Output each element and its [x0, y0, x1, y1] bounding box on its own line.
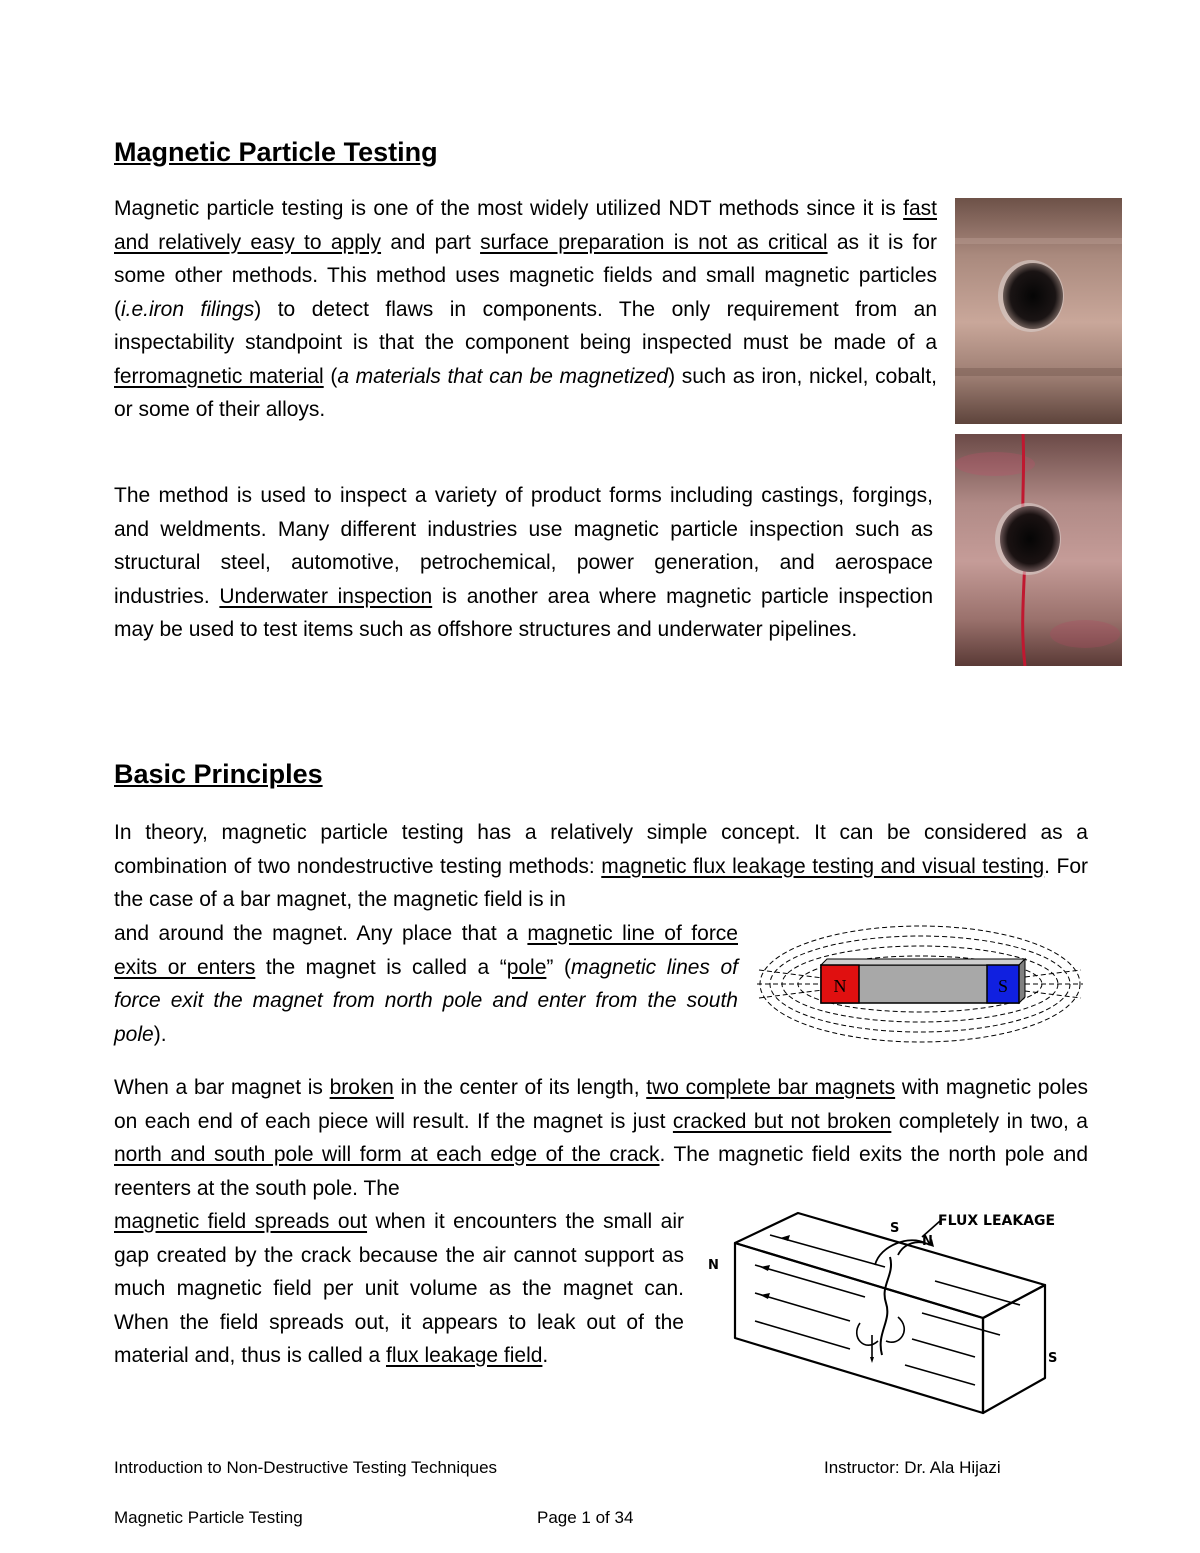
- principles-paragraph-1b: [114, 917, 738, 1051]
- text-run: as it is for some other methods. This method uses magnetic fields and small magnetic particles (: [114, 230, 937, 321]
- underlined-phrase: magnetic flux leakage testing and visual testing: [601, 854, 1045, 878]
- text-run: The method is used to inspect a variety of product forms including castings, forgings, and weldments. Many different industries use magnetic particle inspection such as structural steel, automotive, petrochemical, power generation, and aerospace industries.: [114, 484, 933, 608]
- text-run: . For the case of a bar magnet, the magnetic field is in: [114, 854, 1088, 911]
- principles-text-2: [114, 1071, 1088, 1205]
- text-run: with magnetic poles on each end of each piece will result. If the magnet is just: [114, 1076, 1089, 1133]
- north-pole-label: N: [833, 976, 847, 996]
- text-run: .: [542, 1344, 549, 1367]
- underlined-phrase: two complete bar magnets: [646, 1076, 896, 1099]
- intro-text: [114, 192, 937, 427]
- text-run: In theory, magnetic particle testing has a relatively simple concept. It can be considered as a combination of two nondestructive testing methods:: [114, 821, 1088, 878]
- underlined-phrase: cracked but not broken: [672, 1109, 892, 1133]
- italic-phrase: magnetic lines of force exit the magnet from north pole and enter from the south pole: [114, 955, 739, 1046]
- text-run: ).: [153, 1022, 167, 1046]
- text-run: the magnet is called a “: [255, 955, 507, 979]
- text-run: When a bar magnet is: [114, 1076, 330, 1099]
- bar-magnet-diagram: [755, 922, 1085, 1050]
- flux-leakage-diagram: [700, 1205, 1095, 1417]
- text-run: (: [323, 364, 338, 388]
- text-run: is another area where magnetic particle inspection may be used to test items such as offshore structures and underwater pipelines.: [114, 584, 933, 641]
- footer-course: Introduction to Non-Destructive Testing Techniques: [114, 1458, 498, 1477]
- principles-paragraph-2b: [114, 1205, 684, 1373]
- text-run: in the center of its length,: [393, 1076, 647, 1099]
- italic-phrase: a materials that can be magnetized: [337, 364, 669, 388]
- text-run: Magnetic particle testing is one of the most widely utilized NDT methods since it is: [114, 197, 904, 220]
- underlined-phrase: Underwater inspection: [219, 584, 433, 608]
- section-title-mpt: Magnetic Particle Testing: [114, 137, 438, 167]
- footer-page-number: Page 1 of 34: [537, 1508, 634, 1527]
- principles-paragraph-2: [114, 1071, 1088, 1205]
- footer-instructor: Instructor: Dr. Ala Hijazi: [824, 1458, 1001, 1477]
- flux-n-top-label: N: [922, 1234, 933, 1249]
- text-run: ” (: [546, 955, 571, 979]
- underlined-phrase: north and south pole will form at each edge of the crack: [114, 1143, 660, 1166]
- text-run: ) to detect flaws in components. The only requirement from an inspectability standpoint is that the component being inspected must be made of a: [114, 297, 937, 354]
- flux-leakage-label: FLUX LEAKAGE: [938, 1213, 1056, 1229]
- underlined-phrase: pole: [506, 955, 547, 979]
- principles-text-2b: [114, 1205, 684, 1373]
- text-run: when it encounters the small air gap created by the crack because the air cannot support as much magnetic field per unit volume as the magnet can. When the field spreads out, it appears to leak out of the material and, thus is called a: [114, 1210, 684, 1367]
- text-run: ) such as iron, nickel, cobalt, or some of their alloys.: [114, 364, 938, 421]
- text-run: . The magnetic field exits the north pole and reenters at the south pole. The: [114, 1143, 1089, 1200]
- section-title-basic-principles: Basic Principles: [114, 759, 323, 789]
- photo-part-before: [955, 198, 1122, 424]
- photo-before-image: [955, 198, 1122, 424]
- underlined-phrase: fast and relatively easy to apply: [114, 197, 937, 254]
- applications-text: [114, 479, 933, 647]
- underlined-phrase: surface preparation is not as critical: [480, 230, 828, 254]
- text-run: and around the magnet. Any place that a: [114, 922, 528, 945]
- underlined-phrase: magnetic line of force exits or enters: [114, 922, 738, 979]
- underlined-phrase: ferromagnetic material: [114, 364, 324, 388]
- italic-phrase: i.e.iron filings: [121, 297, 255, 321]
- flux-leakage-figure: [700, 1205, 1095, 1417]
- intro-paragraph: [114, 192, 937, 427]
- photo-indication-image: [955, 434, 1122, 666]
- applications-paragraph: [114, 479, 933, 647]
- photo-part-indication: [955, 434, 1122, 666]
- flux-s-right-label: S: [1048, 1351, 1058, 1366]
- underlined-phrase: flux leakage field: [385, 1344, 543, 1367]
- bar-magnet-figure: [755, 922, 1085, 1050]
- flux-s-top-label: S: [890, 1221, 900, 1236]
- principles-text-1b: [114, 917, 738, 1051]
- text-run: and part: [381, 230, 481, 254]
- footer-topic: Magnetic Particle Testing: [114, 1508, 303, 1527]
- flux-n-left-label: N: [708, 1258, 719, 1273]
- principles-paragraph-1: [114, 816, 1088, 917]
- underlined-phrase: broken: [329, 1076, 394, 1099]
- underlined-phrase: magnetic field spreads out: [114, 1210, 368, 1233]
- principles-text-1: [114, 816, 1088, 917]
- south-pole-label: S: [997, 976, 1009, 996]
- text-run: completely in two, a: [891, 1109, 1088, 1133]
